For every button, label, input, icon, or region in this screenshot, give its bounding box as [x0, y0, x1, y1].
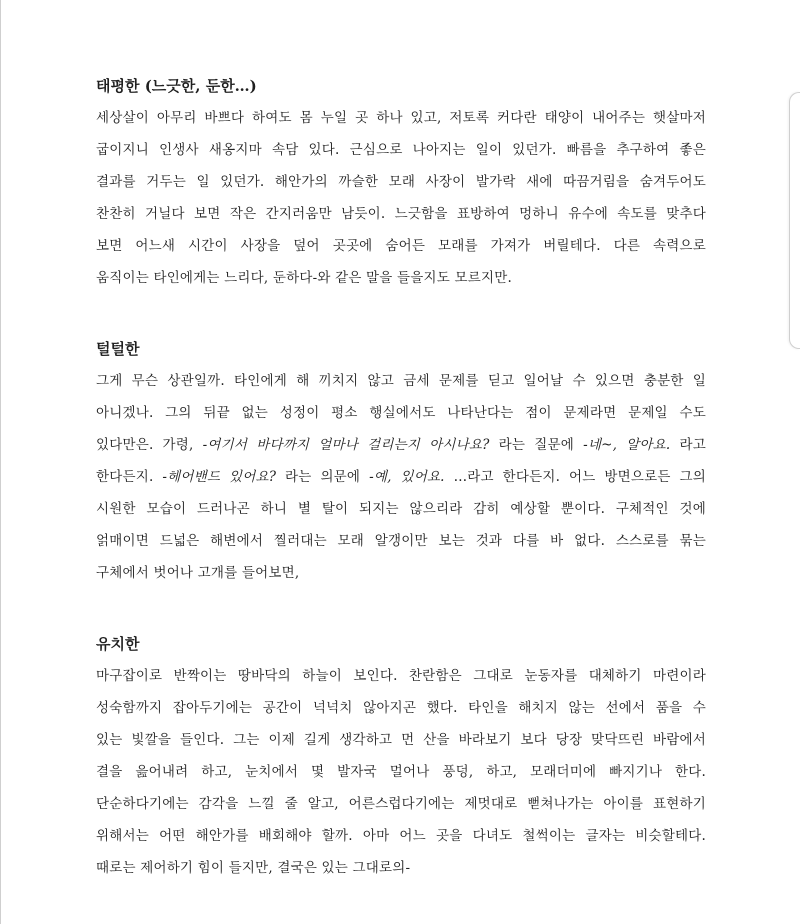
section-yuchihan [96, 628, 706, 884]
paragraph-line: 얽매이면 드넓은 해변에서 찔러대는 모래 알갱이만 보는 것과 다를 바 없다. 스스로를 묶는 [96, 533, 706, 549]
paragraph-line: 위해서는 어떤 해안가를 배회해야 할까. 아마 어느 곳을 다녀도 철썩이는 글자는 비슷할테다. [96, 828, 706, 844]
section-heading: 태평한 (느긋한, 둔한…) [96, 77, 257, 95]
document-body [96, 70, 706, 884]
paragraph-line: 찬찬히 거닐다 보면 작은 간지러움만 남듯이. 느긋함을 표방하여 멍하니 유수에 속도를 맞추다 [96, 206, 706, 222]
italic-quote: -예, 있어요. [369, 469, 445, 485]
side-scroll-handle[interactable] [789, 92, 800, 349]
line-text: 라는 질문에 [489, 437, 584, 453]
paragraph-line: 성숙함까지 잡아두기에는 공간이 넉넉치 않아지곤 했다. 타인을 해치지 않는 선에서 품을 수 [96, 700, 706, 716]
paragraph-line: 있는 빛깔을 들인다. 그는 이제 길게 생각하고 먼 산을 바라보기 보다 당장 맞닥뜨린 바람에서 [96, 732, 706, 748]
line-text: …라고 한다든지. 어느 방면으로든 그의 [444, 469, 706, 485]
paragraph-line: 마구잡이로 반짝이는 땅바닥의 하늘이 보인다. 찬란함은 그대로 눈동자를 대체하기 마련이라 [96, 668, 706, 684]
paragraph-line: 구체에서 벗어나 고개를 들어보면, [96, 565, 300, 581]
page-left-border [0, 0, 1, 924]
paragraph-line [96, 429, 706, 461]
paragraph-line: 아니겠나. 그의 뒤끝 없는 성정이 평소 행실에서도 나타난다는 점이 문제라면 문제일 수도 [96, 405, 706, 421]
paragraph-line: 움직이는 타인에게는 느리다, 둔하다-와 같은 말을 들을지도 모르지만. [96, 270, 512, 286]
paragraph-line: 때로는 제어하기 힘이 들지만, 결국은 있는 그대로의- [96, 860, 411, 876]
paragraph-line: 굽이지니 인생사 새옹지마 속담 있다. 근심으로 나아지는 일이 있던가. 빠름을 추구하여 좋은 [96, 142, 706, 158]
paragraph-line [96, 461, 706, 493]
italic-quote: -여기서 바다까지 얼마나 걸리는지 아시나요? [202, 437, 490, 453]
paragraph-line: 결을 읊어내려 하고, 눈치에서 몇 발자국 멀어나 풍덩, 하고, 모래더미에 빠지기나 한다. [96, 764, 706, 780]
line-text: 한다든지. [96, 469, 163, 485]
section-heading: 털털한 [96, 340, 140, 358]
paragraph-line: 결과를 거두는 일 있던가. 해안가의 까슬한 모래 사장이 발가락 새에 따끔거림을 숨겨두어도 [96, 174, 706, 190]
line-text: 있다만은. 가령, [96, 437, 203, 453]
italic-quote: -네~, 알아요. [583, 437, 671, 453]
section-taepyeonghan [96, 70, 706, 294]
paragraph-line: 시원한 모습이 드러나곤 하니 별 탈이 되지는 않으리라 감히 예상할 뿐이다. 구체적인 것에 [96, 501, 706, 517]
paragraph-line: 그게 무슨 상관일까. 타인에게 해 끼치지 않고 금세 문제를 딛고 일어날 수 있으면 충분한 일 [96, 373, 706, 389]
paragraph-line: 보면 어느새 시간이 사장을 덮어 곳곳에 숨어든 모래를 가져가 버릴테다. 다른 속력으로 [96, 238, 706, 254]
section-teolteolhan [96, 333, 706, 589]
italic-quote: -헤어밴드 있어요? [162, 469, 277, 485]
line-text: 라는 의문에 [276, 469, 370, 485]
paragraph-line: 세상살이 아무리 바쁘다 하여도 몸 누일 곳 하나 있고, 저토록 커다란 태양이 내어주는 햇살마저 [96, 110, 706, 126]
section-heading: 유치한 [96, 635, 140, 653]
paragraph-line: 단순하다기에는 감각을 느낄 줄 알고, 어른스럽다기에는 제멋대로 뻗쳐나가는 아이를 표현하기 [96, 796, 706, 812]
line-text: 라고 [670, 437, 706, 453]
